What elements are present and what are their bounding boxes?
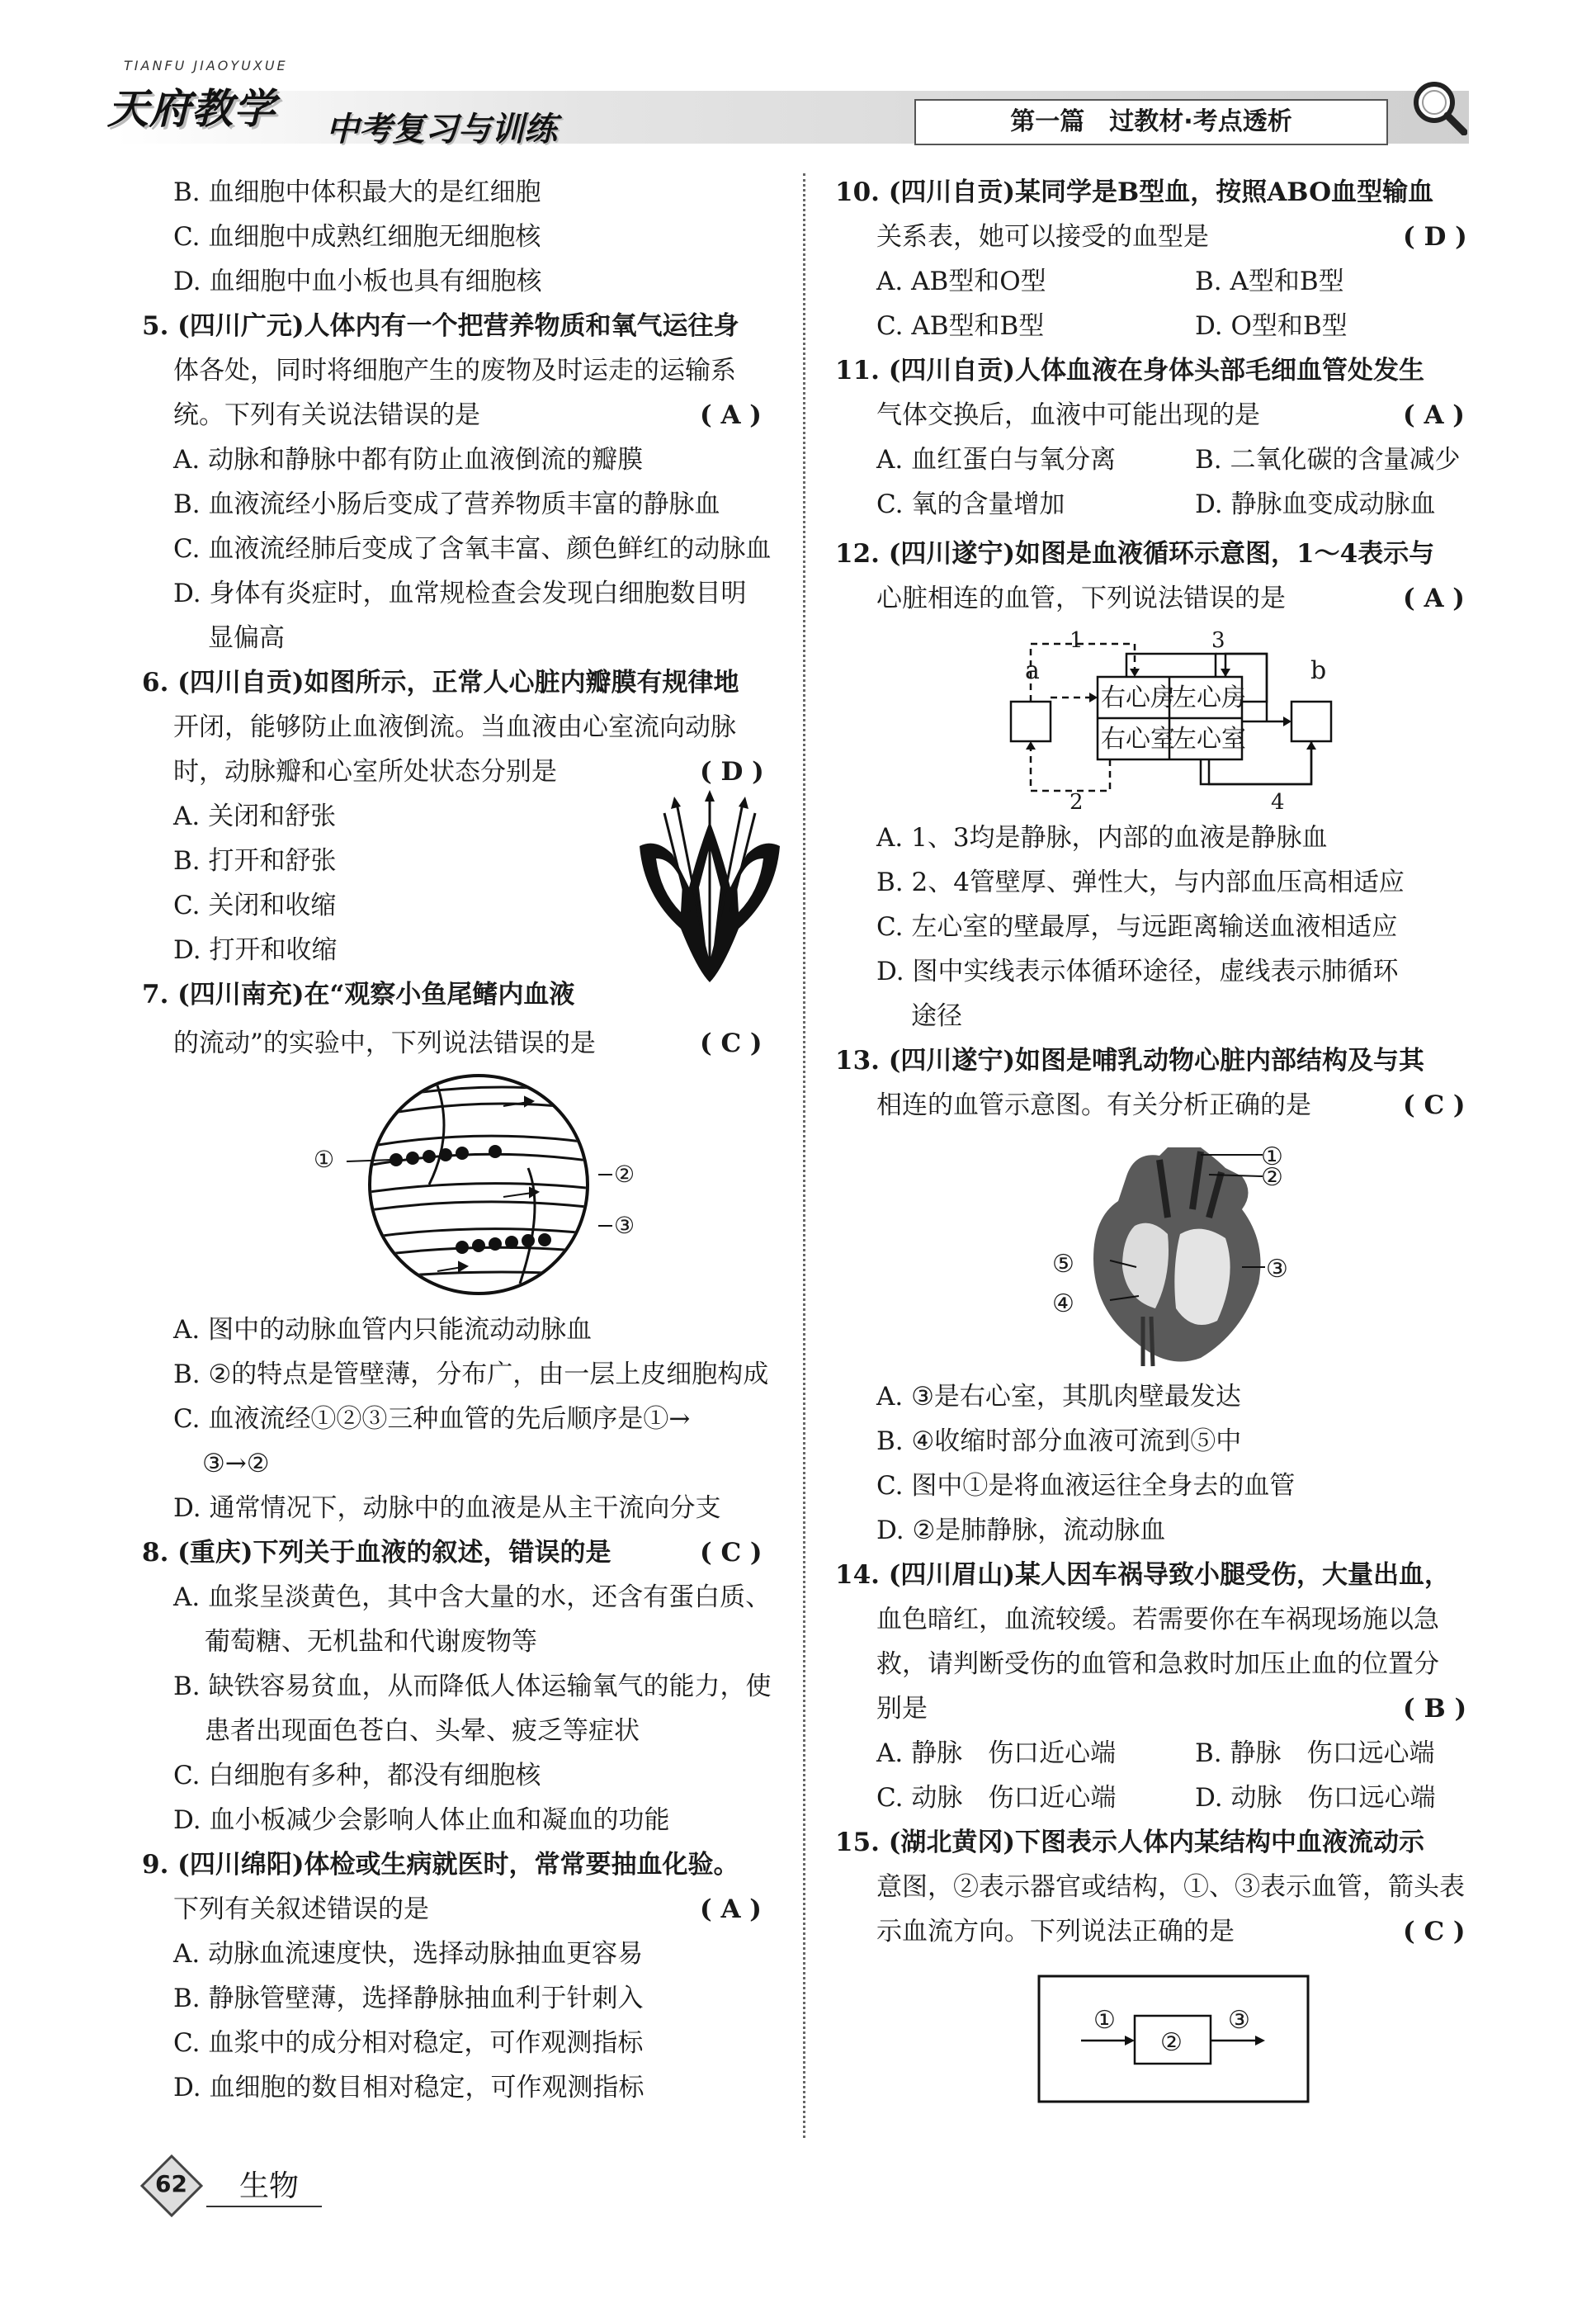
section-title: 第一篇 过教材·考点透析: [914, 99, 1388, 145]
fig13-label-1: ①: [1261, 1142, 1283, 1171]
right-line-text: 别是: [876, 1694, 928, 1724]
left-answer-text: ( A ): [700, 400, 762, 430]
fig12-label-1: 1: [1070, 628, 1084, 653]
right-answer-text: ( D ): [1403, 222, 1467, 252]
right-answer-text: ( B ): [1403, 1694, 1467, 1724]
fig12-left-ventricle: 左心室: [1172, 725, 1246, 754]
left-line-text: D. 血细胞的数目相对稳定，可作观测指标: [173, 2073, 645, 2102]
left-line-text: D. 身体有炎症时，血常规检查会发现白细胞数目明: [173, 579, 747, 608]
right-line-question: 14. (四川眉山)某人因车祸导致小腿受伤，大量出血，: [835, 1560, 1451, 1590]
left-line-text: 开闭，能够防止血液倒流。当血液由心室流向动脉: [173, 712, 736, 742]
left-answer-text: ( D ): [700, 757, 764, 787]
right-line-text: B. ④收缩时部分血液可流到⑤中: [876, 1426, 1242, 1456]
fig13-label-2: ②: [1261, 1163, 1283, 1192]
left-line-text: 葡萄糖、无机盐和代谢废物等: [205, 1627, 537, 1657]
brand-logo-text: 天府教学: [107, 85, 276, 133]
left-line-text: D. 通常情况下，动脉中的血液是从主干流向分支: [173, 1493, 721, 1523]
left-line-text: C. 白细胞有多种，都没有细胞核: [173, 1761, 541, 1790]
fig15-label-2: ②: [1160, 2028, 1183, 2057]
right-line-question: 15. (湖北黄冈)下图表示人体内某结构中血液流动示: [835, 1828, 1425, 1857]
right-line-text: B. 静脉 伤口远心端: [1195, 1738, 1435, 1768]
right-line-text: B. A型和B型: [1195, 267, 1344, 296]
right-line-text: D. 动脉 伤口远心端: [1195, 1783, 1436, 1813]
left-line-question: 5. (四川广元)人体内有一个把营养物质和氧气运往身: [142, 311, 739, 341]
right-answer-text: ( A ): [1403, 400, 1465, 430]
circulation-diagram: [1003, 636, 1349, 801]
left-line-text: A. 动脉血流速度快，选择动脉抽血更容易: [173, 1939, 644, 1969]
left-line-text: 患者出现面色苍白、头晕、疲乏等症状: [205, 1716, 640, 1746]
fig12-left-atrium: 左心房: [1172, 683, 1246, 712]
left-line-text: 下列有关叙述错误的是: [173, 1894, 429, 1924]
page-number: 62: [155, 2170, 187, 2197]
fig12-label-2: 2: [1070, 790, 1084, 815]
brand-tagline: 中考复习与训练: [326, 111, 557, 149]
left-line-text: D. 血细胞中血小板也具有细胞核: [173, 267, 542, 296]
left-line-text: C. 关闭和收缩: [173, 891, 337, 920]
fig12-label-4: 4: [1271, 790, 1285, 815]
right-line-text: B. 2、4管壁厚、弹性大，与内部血压高相适应: [876, 868, 1405, 897]
right-line-text: D. 图中实线表示体循环途径，虚线表示肺循环: [876, 957, 1399, 986]
right-answer-text: ( C ): [1403, 1090, 1466, 1120]
right-line-text: A. 1、3均是静脉，内部的血液是静脉血: [876, 823, 1328, 853]
subject-label: 生物: [239, 2169, 300, 2203]
fig12-right-atrium: 右心房: [1101, 683, 1175, 712]
right-answer-text: ( A ): [1403, 584, 1465, 613]
left-line-text: A. 图中的动脉血管内只能流动动脉血: [173, 1315, 593, 1345]
fig12-right-ventricle: 右心室: [1101, 725, 1175, 754]
fish-fin-figure: [314, 1069, 644, 1300]
left-line-text: B. 静脉管壁薄，选择静脉抽血利于针刺入: [173, 1984, 644, 2013]
left-line-text: ③→②: [202, 1449, 270, 1478]
left-answer-text: ( C ): [700, 1029, 763, 1058]
right-line-text: 途径: [911, 1001, 962, 1031]
magnifier-icon: [1411, 79, 1467, 135]
right-line-text: 相连的血管示意图。有关分析正确的是: [876, 1090, 1311, 1120]
footer-rule: [206, 2206, 322, 2207]
left-line-text: C. 血液流经①②③三种血管的先后顺序是①→: [173, 1404, 691, 1434]
right-line-text: A. 静脉 伤口近心端: [876, 1738, 1117, 1768]
fig12-label-3: 3: [1211, 628, 1225, 653]
right-line-text: D. 静脉血变成动脉血: [1195, 490, 1436, 519]
column-divider: [803, 173, 805, 2138]
left-line-text: C. 血细胞中成熟红细胞无细胞核: [173, 222, 541, 252]
left-answer-text: ( C ): [700, 1538, 763, 1568]
right-line-text: C. 动脉 伤口近心端: [876, 1783, 1117, 1813]
left-line-text: C. 血浆中的成分相对稳定，可作观测指标: [173, 2028, 644, 2058]
left-line-question: 6. (四川自贡)如图所示，正常人心脏内瓣膜有规律地: [142, 668, 739, 698]
right-line-text: 示血流方向。下列说法正确的是: [876, 1917, 1235, 1946]
right-line-text: C. AB型和B型: [876, 311, 1045, 341]
fig15-label-3: ③: [1228, 2006, 1250, 2035]
left-line-text: C. 血液流经肺后变成了含氧丰富、颜色鲜红的动脉血: [173, 534, 772, 564]
left-line-text: 显偏高: [208, 623, 285, 653]
left-line-text: D. 血小板减少会影响人体止血和凝血的功能: [173, 1805, 670, 1835]
fig12-box-a: a: [1025, 656, 1040, 685]
right-line-question: 12. (四川遂宁)如图是血液循环示意图，1～4表示与: [835, 539, 1435, 569]
fig7-label-2: ②: [614, 1161, 635, 1188]
right-line-question: 13. (四川遂宁)如图是哺乳动物心脏内部结构及与其: [835, 1046, 1425, 1076]
left-line-question: 8. (重庆)下列关于血液的叙述，错误的是: [142, 1538, 611, 1568]
fig13-label-3: ③: [1266, 1255, 1288, 1284]
right-line-text: C. 图中①是将血液运往全身去的血管: [876, 1471, 1296, 1501]
right-answer-text: ( C ): [1403, 1917, 1466, 1946]
left-line-text: B. 血细胞中体积最大的是红细胞: [173, 177, 541, 207]
left-answer-text: ( A ): [700, 1894, 762, 1924]
left-line-text: A. 动脉和静脉中都有防止血液倒流的瓣膜: [173, 445, 644, 475]
right-line-text: C. 左心室的壁最厚，与远距离输送血液相适应: [876, 912, 1398, 942]
left-line-text: 体各处，同时将细胞产生的废物及时运走的运输系: [173, 356, 736, 385]
brand-subtitle: TIANFU JIAOYUXUE: [124, 58, 288, 73]
left-line-text: B. ②的特点是管壁薄，分布广，由一层上皮细胞构成: [173, 1360, 769, 1389]
right-line-text: 意图，②表示器官或结构，①、③表示血管，箭头表: [876, 1872, 1465, 1902]
right-line-text: D. O型和B型: [1195, 311, 1348, 341]
left-line-text: B. 打开和舒张: [173, 846, 337, 876]
left-line-text: A. 血浆呈淡黄色，其中含大量的水，还含有蛋白质、: [173, 1582, 772, 1612]
fig7-label-3: ③: [614, 1212, 635, 1239]
left-line-question: 7. (四川南充)在“观察小鱼尾鳍内血液: [142, 980, 575, 1010]
heart-valve-figure: [631, 788, 788, 986]
left-line-text: B. 血液流经小肠后变成了营养物质丰富的静脉血: [173, 490, 720, 519]
left-line-text: B. 缺铁容易贫血，从而降低人体运输氧气的能力，使: [173, 1672, 772, 1701]
right-line-text: 气体交换后，血液中可能出现的是: [876, 400, 1260, 430]
right-line-text: C. 氧的含量增加: [876, 490, 1065, 519]
right-line-text: 关系表，她可以接受的血型是: [876, 222, 1209, 252]
right-line-text: A. 血红蛋白与氧分离: [876, 445, 1117, 475]
left-line-text: A. 关闭和舒张: [173, 802, 337, 831]
right-line-question: 11. (四川自贡)人体血液在身体头部毛细血管处发生: [835, 356, 1425, 385]
right-line-text: 救，请判断受伤的血管和急救时加压止血的位置分: [876, 1649, 1439, 1679]
fig13-label-4: ④: [1052, 1289, 1074, 1318]
left-line-text: D. 打开和收缩: [173, 935, 338, 965]
heart-anatomy-figure: [1077, 1143, 1275, 1370]
left-line-text: 时，动脉瓣和心室所处状态分别是: [173, 757, 557, 787]
right-line-text: A. ③是右心室，其肌肉壁最发达: [876, 1382, 1241, 1412]
fig7-label-1: ①: [314, 1146, 335, 1173]
right-line-text: B. 二氧化碳的含量减少: [1195, 445, 1461, 475]
right-line-text: 心脏相连的血管，下列说法错误的是: [876, 584, 1286, 613]
left-line-question: 9. (四川绵阳)体检或生病就医时，常常要抽血化验。: [142, 1850, 739, 1880]
right-line-question: 10. (四川自贡)某同学是B型血，按照ABO血型输血: [835, 177, 1434, 207]
fig13-label-5: ⑤: [1052, 1250, 1074, 1279]
right-line-text: A. AB型和O型: [876, 267, 1046, 296]
left-line-text: 的流动”的实验中，下列说法错误的是: [173, 1029, 596, 1058]
right-line-text: 血色暗红，血流较缓。若需要你在车祸现场施以急: [876, 1605, 1439, 1634]
left-line-text: 统。下列有关说法错误的是: [173, 400, 480, 430]
fig12-box-b: b: [1310, 656, 1327, 685]
fig15-label-1: ①: [1093, 2006, 1116, 2035]
right-line-text: D. ②是肺静脉，流动脉血: [876, 1516, 1166, 1545]
